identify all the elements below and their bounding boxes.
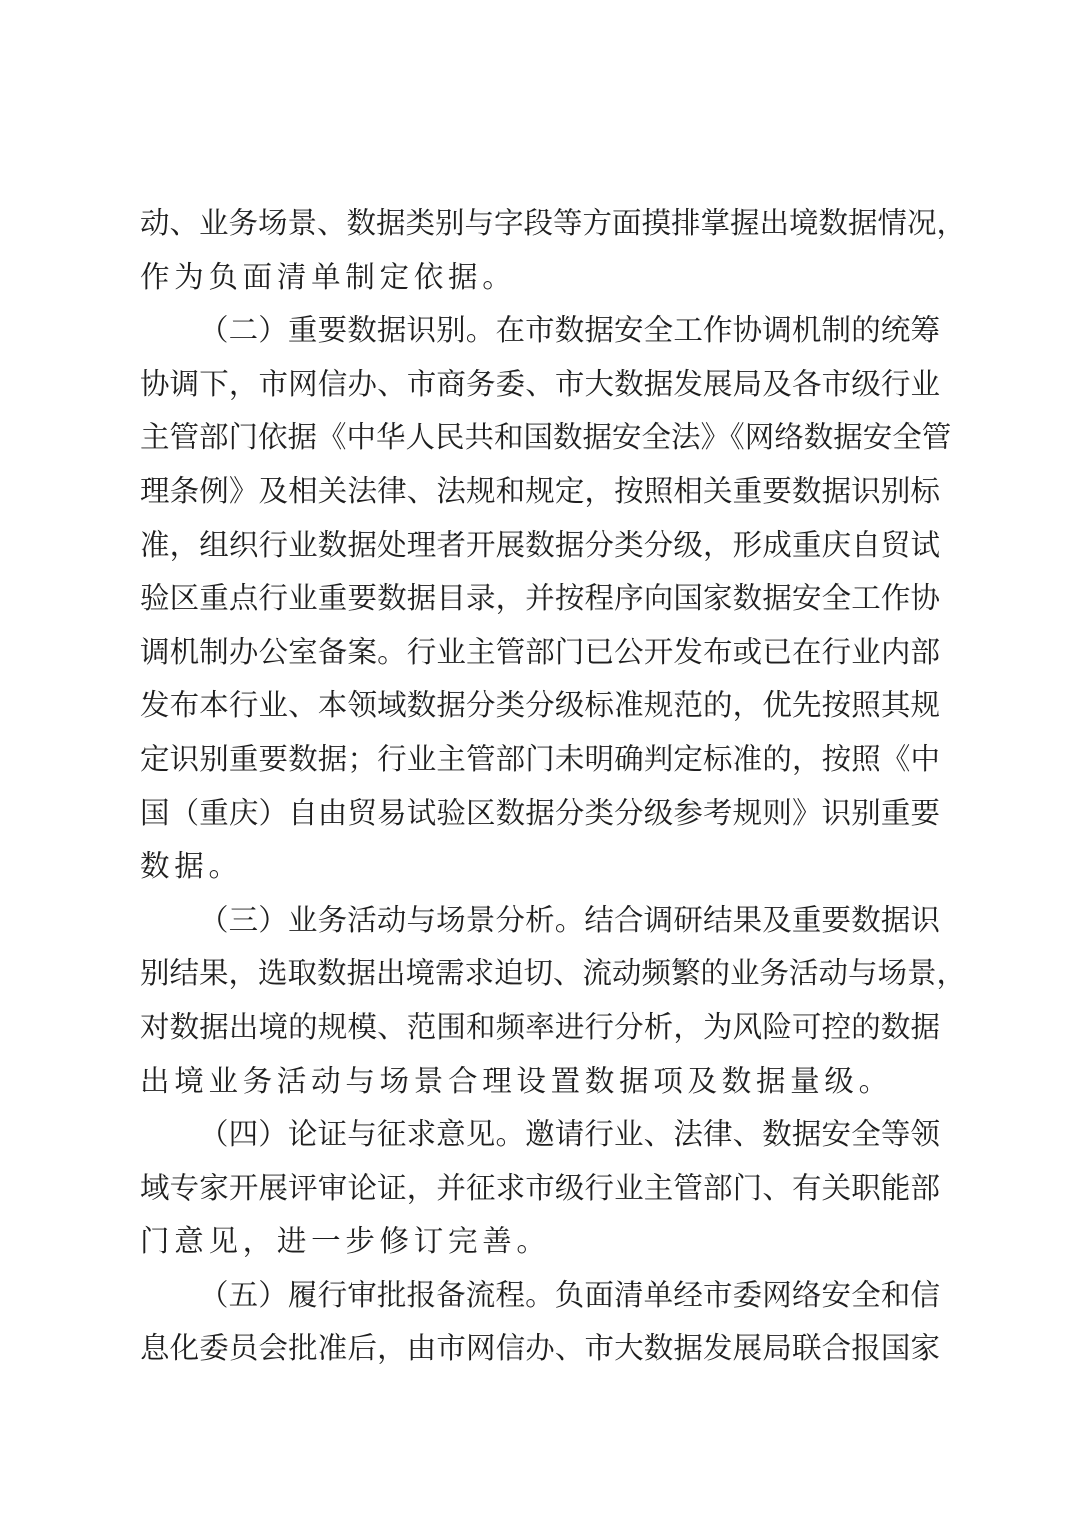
text-line: 调机制办公室备案。行业主管部门已公开发布或已在行业内部 [140, 634, 940, 669]
text-line: 定识别重要数据；行业主管部门未明确判定标准的，按照《中 [140, 741, 940, 776]
text-line: 准，组织行业数据处理者开展数据分类分级，形成重庆自贸试 [140, 527, 940, 562]
text-line: 对数据出境的规模、范围和频率进行分析，为风险可控的数据 [140, 1009, 940, 1044]
text-line: 息化委员会批准后，由市网信办、市大数据发展局联合报国家 [140, 1331, 940, 1366]
text-line: （五）履行审批报备流程。负面清单经市委网络安全和信 [199, 1277, 940, 1312]
text-line: （四）论证与征求意见。邀请行业、法律、数据安全等领 [199, 1117, 940, 1152]
text-line: 国（重庆）自由贸易试验区数据分类分级参考规则》识别重要 [140, 795, 940, 830]
text-line: 发布本行业、本领域数据分类分级标准规范的，优先按照其规 [140, 688, 940, 723]
text-line: 数据。 [140, 849, 243, 884]
text-line: 主管部门依据《中华人民共和国数据安全法》《网络数据安全管 [140, 420, 952, 455]
text-line: 别结果，选取数据出境需求迫切、流动频繁的业务活动与场景， [140, 956, 967, 991]
text-line: （二）重要数据识别。在市数据安全工作协调机制的统筹 [199, 313, 940, 348]
text-line: 验区重点行业重要数据目录，并按程序向国家数据安全工作协 [140, 581, 940, 616]
text-line: 作为负面清单制定依据。 [140, 259, 517, 294]
text-line: （三）业务活动与场景分析。结合调研结果及重要数据识 [199, 902, 940, 937]
text-line: 理条例》及相关法律、法规和规定，按照相关重要数据识别标 [140, 473, 940, 508]
body-text [140, 197, 967, 1376]
text-line: 门意见，进一步修订完善。 [140, 1224, 551, 1259]
text-line: 出境业务活动与场景合理设置数据项及数据量级。 [140, 1063, 893, 1098]
text-line: 动、业务场景、数据类别与字段等方面摸排掌握出境数据情况， [140, 206, 967, 240]
text-line: 协调下，市网信办、市商务委、市大数据发展局及各市级行业 [140, 366, 940, 401]
text-line: 域专家开展评审论证，并征求市级行业主管部门、有关职能部 [140, 1170, 940, 1205]
